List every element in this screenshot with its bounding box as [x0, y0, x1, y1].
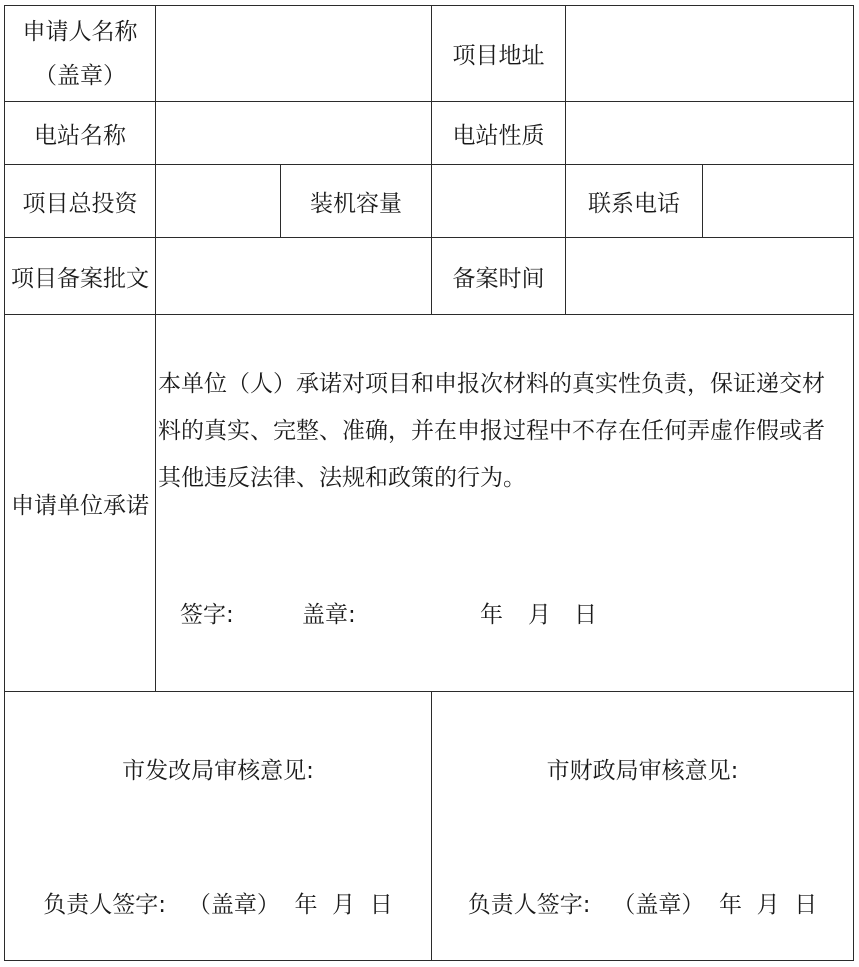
- finance-sign-line: 负责人签字: （盖章） 年 月 日: [467, 892, 818, 918]
- station-nature-label: 电站性质: [432, 102, 566, 165]
- filing-approval-label: 项目备案批文: [5, 238, 156, 315]
- pledge-label: 申请单位承诺: [5, 315, 156, 692]
- applicant-name-line2: （盖章）: [34, 62, 126, 89]
- month-label: 月: [528, 602, 551, 628]
- dev-reform-sign-line: 负责人签字: （盖章） 年 月 日: [43, 892, 393, 918]
- project-address-value[interactable]: [566, 6, 854, 102]
- pledge-cell: [156, 315, 854, 692]
- station-name-value[interactable]: [156, 102, 432, 165]
- total-investment-value[interactable]: [156, 165, 281, 238]
- applicant-name-line1: 申请人名称: [22, 18, 138, 45]
- station-name-label: 电站名称: [5, 102, 156, 165]
- sign-label: 签字:: [180, 602, 234, 628]
- pledge-text: 本单位（人）承诺对项目和申报次材料的真实性负责，保证递交材料的真实、完整、准确，并在申报过程中不存在任何弄虚作假或者其他违反法律、法规和政策的行为。: [158, 371, 825, 491]
- applicant-name-value[interactable]: [156, 6, 432, 102]
- application-form-table: [4, 5, 854, 961]
- station-nature-value[interactable]: [566, 102, 854, 165]
- installed-capacity-value[interactable]: [432, 165, 566, 238]
- contact-phone-label: 联系电话: [566, 165, 703, 238]
- dev-reform-review-cell[interactable]: [5, 692, 432, 961]
- dev-reform-review-title: 市发改局审核意见:: [122, 758, 314, 784]
- installed-capacity-label: 装机容量: [281, 165, 432, 238]
- contact-phone-value[interactable]: [703, 165, 854, 238]
- filing-time-label: 备案时间: [432, 238, 566, 315]
- seal-label: 盖章:: [302, 602, 356, 628]
- year-label: 年: [480, 602, 503, 628]
- total-investment-label: 项目总投资: [5, 165, 156, 238]
- day-label: 日: [574, 602, 597, 628]
- applicant-name-label: [5, 6, 156, 102]
- filing-time-value[interactable]: [566, 238, 854, 315]
- filing-approval-value[interactable]: [156, 238, 432, 315]
- finance-review-title: 市财政局审核意见:: [546, 758, 739, 784]
- project-address-label: 项目地址: [432, 6, 566, 102]
- finance-review-cell[interactable]: [432, 692, 854, 961]
